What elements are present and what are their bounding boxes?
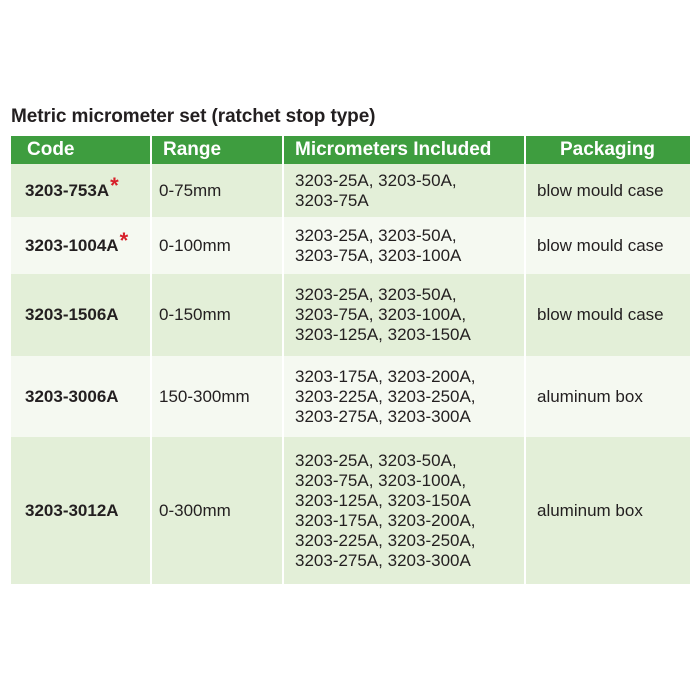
column-divider [150, 356, 152, 437]
micrometer-line: 3203-25A, 3203-50A, [295, 170, 457, 190]
micrometer-line: 3203-75A [295, 190, 369, 210]
column-divider [150, 164, 152, 217]
range-cell: 0-300mm [159, 500, 231, 520]
micrometers-cell [283, 217, 525, 274]
range-cell: 0-150mm [159, 305, 231, 324]
column-divider [150, 274, 152, 356]
product-code: 3203-1004A [25, 235, 119, 255]
table-header-row [11, 136, 690, 164]
micrometer-line: 3203-175A, 3203-200A, [295, 366, 476, 386]
packaging-cell: blow mould case [537, 305, 664, 324]
micrometer-line: 3203-275A, 3203-300A [295, 406, 471, 426]
column-divider [524, 274, 526, 356]
column-divider [282, 437, 284, 584]
range-cell: 0-75mm [159, 180, 222, 200]
asterisk-mark: * [119, 227, 129, 253]
table-row [11, 217, 690, 274]
micrometer-line: 3203-125A, 3203-150A [295, 490, 471, 510]
header-packaging: Packaging [559, 139, 656, 160]
header-micrometers-included: Micrometers Included [295, 139, 492, 160]
range-cell: 150-300mm [159, 386, 250, 406]
micrometer-line: 3203-25A, 3203-50A, [295, 285, 457, 304]
code-cell [11, 217, 151, 274]
product-code: 3203-3012A [25, 500, 119, 520]
micrometer-line: 3203-75A, 3203-100A [295, 245, 462, 265]
code-cell [11, 164, 151, 217]
column-divider [524, 136, 526, 164]
micrometers-cell [283, 274, 525, 356]
micrometer-line: 3203-225A, 3203-250A, [295, 386, 476, 406]
product-code: 3203-1506A [25, 305, 119, 324]
micrometer-line: 3203-175A, 3203-200A, [295, 510, 476, 530]
column-divider [524, 437, 526, 584]
table-row [11, 356, 690, 437]
micrometer-line: 3203-275A, 3203-300A [295, 550, 471, 570]
product-code: 3203-3006A [25, 386, 119, 406]
micrometer-line: 3203-25A, 3203-50A, [295, 450, 457, 470]
table-row [11, 274, 690, 356]
packaging-cell: aluminum box [537, 386, 643, 406]
micrometer-line: 3203-75A, 3203-100A, [295, 470, 467, 490]
column-divider [282, 356, 284, 437]
header-code: Code [27, 139, 75, 160]
asterisk-mark: * [110, 172, 119, 198]
micrometer-line: 3203-75A, 3203-100A, [295, 305, 467, 324]
product-code: 3203-753A [25, 180, 110, 200]
code-cell [11, 437, 151, 584]
packaging-cell: blow mould case [537, 235, 664, 255]
code-cell [11, 274, 151, 356]
column-divider [150, 217, 152, 274]
header-range: Range [163, 139, 222, 160]
column-divider [282, 274, 284, 356]
packaging-cell: blow mould case [537, 180, 664, 200]
column-divider [524, 356, 526, 437]
column-divider [524, 164, 526, 217]
packaging-cell: aluminum box [537, 500, 643, 520]
micrometer-line: 3203-25A, 3203-50A, [295, 225, 457, 245]
column-divider [282, 217, 284, 274]
code-cell [11, 356, 151, 437]
column-divider [282, 164, 284, 217]
micrometer-line: 3203-225A, 3203-250A, [295, 530, 476, 550]
column-divider [282, 136, 284, 164]
micrometers-cell [283, 356, 525, 437]
column-divider [150, 136, 152, 164]
table-row [11, 437, 690, 584]
table-row [11, 164, 690, 217]
range-cell: 0-100mm [159, 235, 231, 255]
micrometer-line: 3203-125A, 3203-150A [295, 325, 471, 344]
column-divider [150, 437, 152, 584]
column-divider [524, 217, 526, 274]
table-title: Metric micrometer set (ratchet stop type) [11, 106, 376, 127]
micrometers-cell [283, 437, 525, 584]
micrometer-set-table [11, 136, 690, 584]
micrometers-cell [283, 164, 525, 217]
